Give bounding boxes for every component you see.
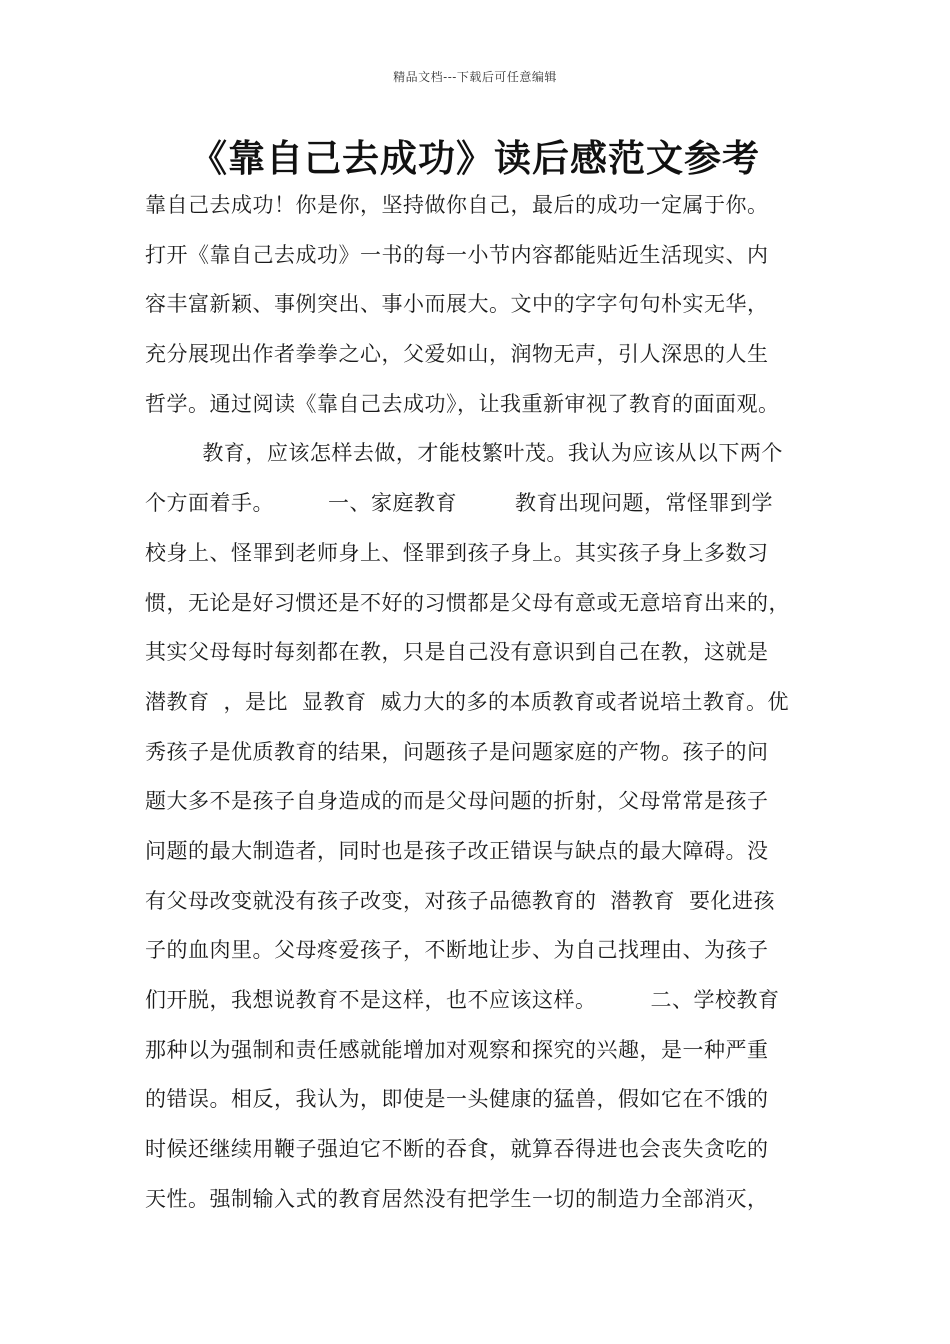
text-segment: ，是比 — [223, 689, 288, 714]
text-line — [145, 280, 825, 330]
text-line — [145, 181, 825, 231]
text-segment: 的错误。相反，我认为，即使是一头健康的猛兽，假如它在不饿的 — [145, 1087, 769, 1112]
text-segment: 惯，无论是好习惯还是不好的习惯都是父母有意或无意培育出来的， — [145, 590, 790, 615]
text-segment: 靠自己去成功！你是你，坚持做你自己，最后的成功一定属于你。 — [145, 193, 769, 217]
text-line — [145, 976, 825, 1026]
text-line — [145, 479, 825, 529]
text-line — [145, 1026, 825, 1076]
text-segment: 潜教育 — [610, 888, 675, 913]
text-segment: 哲学。通过阅读《靠自己去成功》，让我重新审视了教育的面面观。 — [145, 391, 780, 416]
document-title: 《靠自己去成功》读后感范文参考 — [190, 137, 760, 180]
text-segment: 秀孩子是优质教育的结果，问题孩子是问题家庭的产物。孩子的问 — [145, 739, 769, 764]
text-segment: 显教育 — [302, 689, 367, 714]
text-line — [145, 529, 825, 579]
text-segment: 时候还继续用鞭子强迫它不断的吞食，就算吞得进也会丧失贪吃的 — [145, 1137, 769, 1162]
text-line — [145, 628, 825, 678]
text-segment: 教育出现问题，常怪罪到学 — [515, 491, 773, 516]
text-segment: 打开《靠自己去成功》一书的每一小节内容都能贴近生活现实、内 — [145, 242, 769, 267]
text-line — [145, 926, 825, 976]
text-line — [145, 429, 825, 479]
text-segment: 校身上、怪罪到老师身上、怪罪到孩子身上。其实孩子身上多数习 — [145, 540, 769, 565]
text-segment: 们开脱，我想说教育不是这样，也不应该这样。 — [145, 988, 597, 1012]
section-heading-school: 二、学校教育 — [650, 988, 780, 1012]
text-segment: 天性。强制输入式的教育居然没有把学生一切的制造力全部消灭， — [145, 1186, 769, 1211]
text-segment: 教育，应该怎样去做，才能枝繁叶茂。我认为应该从以下两个 — [145, 441, 783, 466]
text-line — [145, 728, 825, 778]
text-line — [145, 1125, 825, 1175]
text-segment: 问题的最大制造者，同时也是孩子改正错误与缺点的最大障碍。没 — [145, 838, 769, 863]
text-line — [145, 579, 825, 629]
body-text — [145, 181, 825, 1224]
text-line — [145, 827, 825, 877]
text-segment: 其实父母每时每刻都在教，只是自己没有意识到自己在教，这就是 — [145, 640, 769, 665]
text-line — [145, 1175, 825, 1225]
text-segment: 有父母改变就没有孩子改变，对孩子品德教育的 — [145, 888, 597, 913]
text-line — [145, 380, 825, 430]
text-line — [145, 877, 825, 927]
text-line — [145, 1075, 825, 1125]
text-line — [145, 678, 825, 728]
text-segment: 子的血肉里。父母疼爱孩子，不断地让步、为自己找理由、为孩子 — [145, 938, 769, 963]
text-segment: 威力大的多的本质教育或者说培土教育。优 — [380, 689, 789, 714]
text-segment: 题大多不是孩子自身造成的而是父母问题的折射，父母常常是孩子 — [145, 789, 769, 814]
text-line — [145, 777, 825, 827]
text-segment: 要化进孩 — [689, 888, 775, 913]
header-note: 精品文档---下载后可任意编辑 — [393, 70, 557, 84]
text-line — [145, 330, 825, 380]
text-segment: 潜教育 — [145, 689, 210, 714]
text-segment: 容丰富新颖、事例突出、事小而展大。文中的字字句句朴实无华， — [145, 292, 769, 317]
text-segment: 那种以为强制和责任感就能增加对观察和探究的兴趣，是一种严重 — [145, 1037, 769, 1062]
text-segment: 个方面着手。 — [145, 491, 274, 516]
text-line — [145, 231, 825, 281]
section-heading-family: 一、家庭教育 — [328, 491, 457, 516]
text-segment: 充分展现出作者拳拳之心，父爱如山，润物无声，引人深思的人生 — [145, 342, 769, 367]
